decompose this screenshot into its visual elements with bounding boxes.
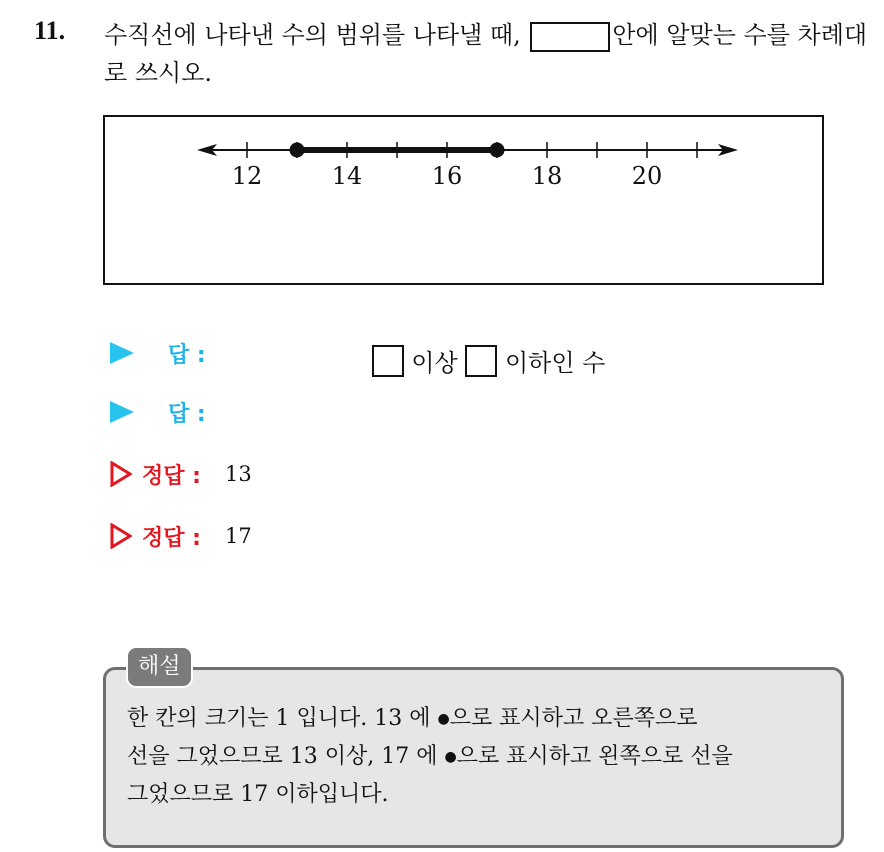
explanation-line-2 bbox=[127, 738, 827, 776]
answer-label: 답 : bbox=[168, 401, 206, 427]
explanation-line-2b: 으로 표시하고 왼쪽으로 선을 bbox=[456, 744, 733, 769]
answer-arrow-icon bbox=[110, 342, 134, 364]
explanation-line-3: 그었으므로 17 이하입니다. bbox=[127, 782, 389, 807]
tick-label: 20 bbox=[631, 162, 663, 190]
filled-dot-icon: ● bbox=[444, 749, 457, 765]
range-endpoint-dot bbox=[290, 143, 305, 158]
correct-label: 정답 : bbox=[142, 463, 201, 489]
number-line-figure bbox=[103, 115, 824, 377]
range-label-1: 이상 bbox=[411, 349, 458, 377]
number-line bbox=[105, 117, 826, 287]
tick-label: 18 bbox=[531, 162, 563, 190]
correct-row-1 bbox=[110, 459, 252, 489]
filled-dot-icon: ● bbox=[437, 711, 450, 727]
explanation-text bbox=[127, 700, 827, 814]
explanation-line-2a: 선을 그었으므로 13 이상, 17 에 bbox=[127, 744, 445, 769]
answer-row-1 bbox=[110, 338, 206, 368]
range-blank-2 bbox=[465, 345, 497, 377]
tick-label: 12 bbox=[231, 162, 263, 190]
question-number: 11. bbox=[34, 16, 66, 45]
question-text-after: 안에 알맞는 수를 차례대로 쓰시오. bbox=[104, 21, 868, 87]
correct-arrow-icon bbox=[110, 461, 132, 487]
explanation-line-1b: 으로 표시하고 오른쪽으로 bbox=[449, 706, 698, 731]
range-blank-1 bbox=[372, 345, 404, 377]
range-statement bbox=[130, 343, 847, 378]
tick-label: 16 bbox=[431, 162, 463, 190]
explanation-tag: 해설 bbox=[126, 646, 193, 688]
range-label-2: 이하인 수 bbox=[504, 349, 606, 377]
tick-label: 14 bbox=[331, 162, 363, 190]
answer-blank-box bbox=[530, 22, 610, 52]
answer-arrow-icon bbox=[110, 401, 134, 423]
answer-label: 답 : bbox=[168, 342, 206, 368]
correct-arrow-icon bbox=[110, 523, 132, 549]
question-text bbox=[104, 16, 874, 92]
question-text-before: 수직선에 나타낸 수의 범위를 나타낼 때, bbox=[104, 21, 529, 49]
answer-row-2 bbox=[110, 397, 206, 427]
explanation-line-1a: 한 칸의 크기는 1 입니다. 13 에 bbox=[127, 706, 438, 731]
explanation-line-1 bbox=[127, 700, 827, 738]
correct-label: 정답 : bbox=[142, 525, 201, 551]
correct-row-2 bbox=[110, 521, 252, 551]
range-endpoint-dot bbox=[490, 143, 505, 158]
correct-value: 17 bbox=[224, 524, 252, 548]
correct-value: 13 bbox=[224, 462, 252, 486]
